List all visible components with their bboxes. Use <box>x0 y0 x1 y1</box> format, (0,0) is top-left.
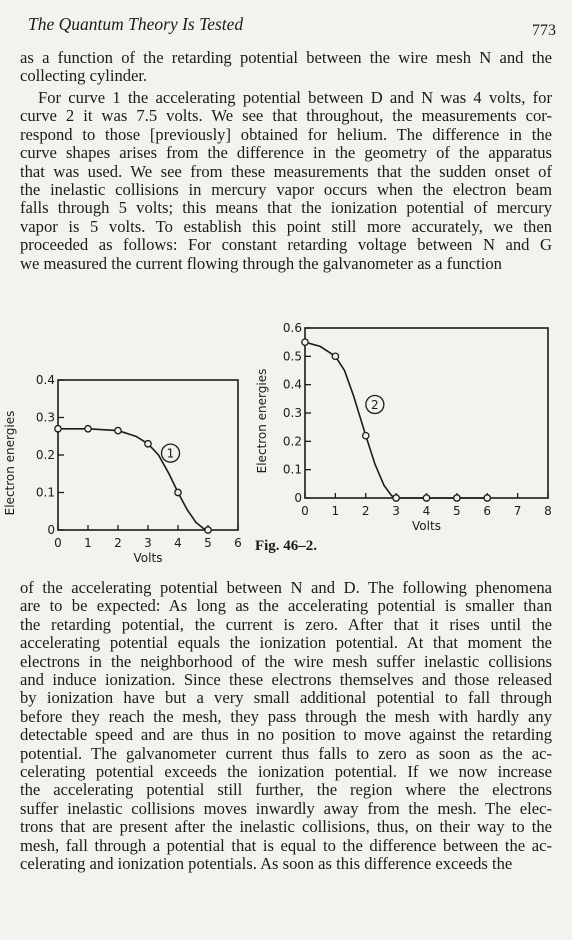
y-axis-label: Electron energies <box>3 410 17 516</box>
text-line: the accelerating potential still further, the region where the electrons <box>20 780 552 800</box>
paragraph-2 <box>20 89 552 273</box>
text-line: curve 2 it was 7.5 volts. We see that throughout, the measurements cor- <box>20 106 552 126</box>
data-point <box>423 495 429 501</box>
running-title: The Quantum Theory Is Tested <box>28 14 244 34</box>
data-curve <box>58 429 208 530</box>
curve-label: 2 <box>371 398 379 412</box>
text-line: mesh, fall through a potential that is equal to the difference between the ac- <box>20 835 552 855</box>
y-tick-label: 0.2 <box>282 434 302 449</box>
text-line: celerating potential exceeds the ionization potential. If we now increase <box>20 762 552 782</box>
x-tick-label: 0 <box>54 536 62 550</box>
curve-label: 1 <box>166 446 175 461</box>
data-point <box>332 353 338 359</box>
text-line: are to be expected: As long as the accelerating potential is smaller than <box>20 596 552 616</box>
text-line: that was used. We see from these measurements that the sudden onset of <box>20 161 552 181</box>
data-point <box>175 489 181 495</box>
data-point <box>55 426 61 432</box>
text-line: electrons in the neighborhood of the wire mesh suffer inelastic collisions <box>20 651 552 671</box>
text-line: the retarding potential, the current is zero. After that it rises until the <box>20 614 552 634</box>
text-line: the inelastic collisions in mercury vapor occurs when the electron beam <box>20 180 552 200</box>
text-line: celerating and ionization potentials. As soon as this difference exceeds the <box>20 854 513 874</box>
x-tick-label: 4 <box>422 504 431 518</box>
text-line: of the accelerating potential between N and D. The following phenomena <box>20 578 552 597</box>
data-point <box>484 495 490 501</box>
y-tick-label: 0.5 <box>282 349 302 364</box>
text-line: curve shapes arises from the difference in the geometry of the apparatus <box>20 143 552 163</box>
text-line: by ionization have but a very small additional potential to fall through <box>20 688 552 708</box>
plot-frame <box>58 380 238 530</box>
page-header <box>28 10 556 40</box>
x-tick-label: 6 <box>483 504 492 518</box>
text-line: For curve 1 the accelerating potential between D and N was 4 volts, for <box>38 88 552 107</box>
data-point <box>205 527 211 533</box>
data-point <box>363 432 369 438</box>
x-tick-label: 6 <box>234 536 242 550</box>
y-tick-label: 0.4 <box>282 377 302 392</box>
plot-frame <box>305 328 548 498</box>
y-tick-label: 0.1 <box>282 462 302 477</box>
data-point <box>145 441 151 447</box>
chart-curve-2 <box>252 318 572 543</box>
data-point <box>115 427 121 433</box>
y-axis-label: Electron energies <box>255 368 269 474</box>
text-line: collecting cylinder. <box>20 66 148 86</box>
data-point <box>85 426 91 432</box>
x-axis-label: Volts <box>133 551 163 565</box>
text-line: falls through 5 volts; this means that the ionization potential of mercury <box>20 198 552 218</box>
text-line: vapor is 5 volts. To establish this point still more accurately, we then <box>20 216 552 236</box>
figure-caption: Fig. 46–2. <box>254 538 318 554</box>
y-tick-label: 0.3 <box>282 406 302 420</box>
data-point <box>393 495 399 501</box>
data-point <box>302 339 308 345</box>
x-tick-label: 3 <box>144 536 152 550</box>
x-tick-label: 3 <box>392 504 400 518</box>
paragraph-1 <box>20 49 552 86</box>
page-number: 773 <box>532 22 556 39</box>
text-line: trons that are present after the inelastic collisions, thus, on their way to the <box>20 817 552 837</box>
x-tick-label: 4 <box>174 536 182 550</box>
data-point <box>454 495 460 501</box>
x-tick-label: 0 <box>301 504 309 518</box>
x-axis-label: Volts <box>412 519 441 533</box>
x-tick-label: 7 <box>513 504 522 518</box>
y-tick-label: 0.2 <box>35 448 55 462</box>
y-tick-label: 0.4 <box>35 373 55 387</box>
data-curve <box>305 342 487 498</box>
y-tick-label: 0.3 <box>35 410 55 425</box>
text-line: detectable speed and are thus in no position to move against the retarding <box>20 725 552 745</box>
text-line: accelerating potential equals the ionization potential. At that moment the <box>20 633 552 653</box>
x-tick-label: 2 <box>361 504 370 518</box>
x-tick-label: 1 <box>331 504 340 518</box>
text-line: and induce ionization. Since these electrons themselves and those released <box>20 670 552 690</box>
text-line: before they reach the mesh, they pass through the mesh with hardly any <box>20 706 552 726</box>
text-line: proceeded as follows: For constant retarding voltage between N and G <box>20 235 552 255</box>
y-tick-label: 0.1 <box>35 485 55 500</box>
y-tick-label: 0 <box>47 523 55 537</box>
x-tick-label: 5 <box>204 536 212 550</box>
text-line: we measured the current flowing through the galvanometer as a function <box>20 253 502 273</box>
y-tick-label: 0.6 <box>282 321 302 335</box>
x-tick-label: 2 <box>114 536 122 550</box>
text-line: as a function of the retarding potential between the wire mesh N and the <box>20 48 552 67</box>
x-tick-label: 5 <box>453 504 461 518</box>
text-line: respond to those [previously] obtained for helium. The difference in the <box>20 124 552 144</box>
figure-46-2 <box>0 318 572 563</box>
x-tick-label: 8 <box>544 504 552 518</box>
text-line: suffer inelastic collisions moves inwardly away from the mesh. The elec- <box>20 798 552 818</box>
text-line: potential. The galvanometer current thus falls to zero as soon as the ac- <box>20 743 552 763</box>
paragraph-3 <box>20 579 552 874</box>
x-tick-label: 1 <box>84 536 92 550</box>
y-tick-label: 0 <box>294 491 302 505</box>
